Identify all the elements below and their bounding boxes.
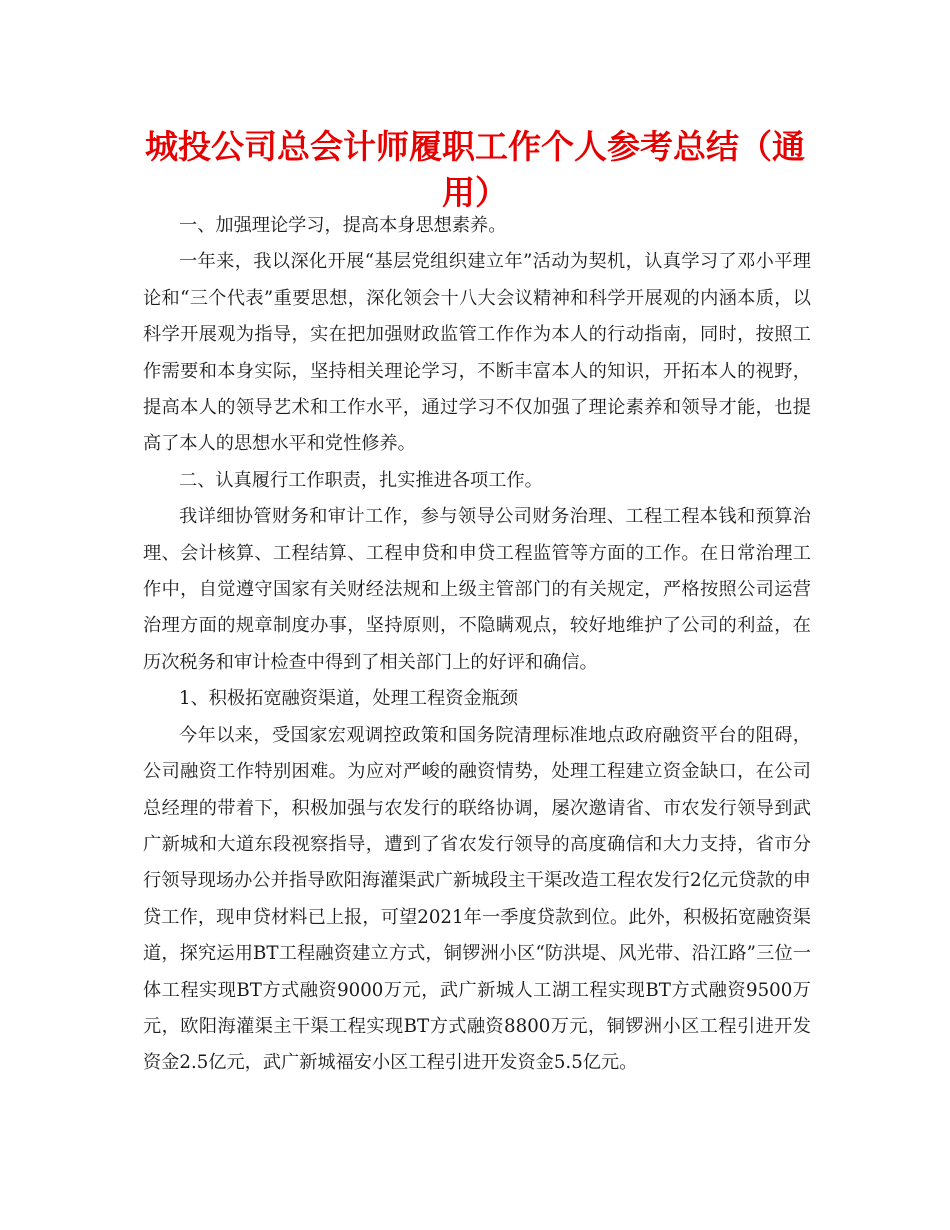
section-heading: 一、加强理论学习，提高本身思想素养。 xyxy=(179,215,507,236)
section-heading: 二、认真履行工作职责，扎实推进各项工作。 xyxy=(179,469,543,491)
document-body xyxy=(143,208,811,1082)
subsection-heading: 1、积极拓宽融资渠道，处理工程资金瓶颈 xyxy=(179,688,518,710)
section-paragraph: 我详细协管财务和审计工作，参与领导公司财务治理、工程工程本钱和预算治理、会计核算、工程结算、工程申贷和申贷工程监管等方面的工作。在日常治理工作中，自觉遵守国家有关财经法规和上级主管部门的有关规定，严格按照公司运营治理方面的规章制度办事，坚持原则，不隐瞒观点，较好地维护了公司的利益，在历次税务和审计检查中得到了相关部门上的好评和确信。 xyxy=(143,506,811,673)
document-title: 城投公司总会计师履职工作个人参考总结（通用） xyxy=(145,127,805,212)
section-paragraph: 今年以来，受国家宏观调控政策和国务院清理标准地点政府融资平台的阻碍，公司融资工作特别困难。为应对严峻的融资情势，处理工程建立资金缺口，在公司总经理的带着下，积极加强与农发行的联络协调，屡次邀请省、市农发行领导到武广新城和大道东段视察指导，遭到了省农发行领导的高度确信和大力支持，省市分行领导现场办公并指导欧阳海灌渠武广新城段主干渠改造工程农发行2亿元贷款的申贷工作，现申贷材料已上报，可望2021年一季度贷款到位。此外，积极拓宽融资渠道，探究运用BT工程融资建立方式，铜锣洲小区“防洪堤、风光带、沿江路”三位一体工程实现BT方式融资9000万元，武广新城人工湖工程实现BT方式融资9500万元，欧阳海灌渠主干渠工程实现BT方式融资8800万元，铜锣洲小区工程引进开发资金2.5亿元，武广新城福安小区工程引进开发资金5.5亿元。 xyxy=(143,724,811,1074)
section-paragraph: 一年来，我以深化开展“基层党组织建立年”活动为契机，认真学习了邓小平理论和“三个代表”重要思想，深化领会十八大会议精神和科学开展观的内涵本质，以科学开展观为指导，实在把加强财政监管工作作为本人的行动指南，同时，按照工作需要和本身实际，坚持相关理论学习，不断丰富本人的知识，开拓本人的视野，提高本人的领导艺术和工作水平，通过学习不仅加强了理论素养和领导才能，也提高了本人的思想水平和党性修养。 xyxy=(143,251,811,455)
